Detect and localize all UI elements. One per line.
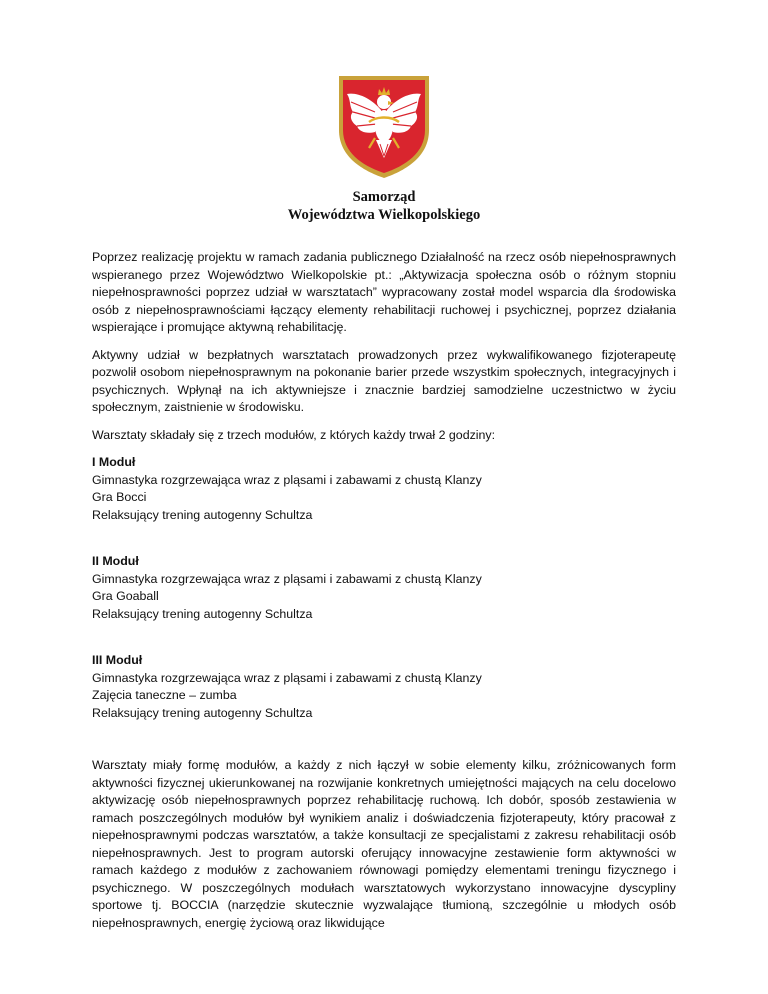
module-item: Gra Bocci [92, 490, 147, 504]
module-2 [92, 553, 676, 623]
document-body [92, 249, 676, 942]
wielkopolska-coat-of-arms-icon [331, 72, 437, 180]
module-3 [92, 652, 676, 722]
module-item: Gimnastyka rozgrzewająca wraz z pląsami i zabawami z chustą Klanzy [92, 571, 482, 586]
module-item: Relaksujący trening autogenny Schultza [92, 606, 313, 621]
module-item: Gimnastyka rozgrzewająca wraz z pląsami i zabawami z chustą Klanzy [92, 472, 482, 487]
paragraph-project-intro: Poprzez realizację projektu w ramach zadania publicznego Działalność na rzecz osób niepełnosprawnych wspieranego przez Województwo Wielkopolskie pt.: „Aktywizacja społeczna osób o różnym stopniu niepełnosprawności poprzez udział w warsztatach” wypracowany został model wsparcia dla środowiska osób z niepełnosprawnościami łączący elementy rehabilitacji ruchowej i psychicznej, poprzez działania wspierające i promujące aktywną rehabilitację. [92, 250, 676, 334]
module-item: Gra Goaball [92, 589, 159, 603]
module-title: III Moduł [92, 653, 143, 667]
module-item: Relaksujący trening autogenny Schultza [92, 705, 313, 720]
title-line-2: Województwa Wielkopolskiego [287, 207, 481, 223]
module-item: Relaksujący trening autogenny Schultza [92, 507, 313, 522]
paragraph-participation: Aktywny udział w bezpłatnych warsztatach prowadzonych przez wykwalifikowanego fizjoterapeutę pozwolił osobom niepełnosprawnym na pokonanie barier przede wszystkim społecznych, integracyjnych i psychicznych. Wpłynął na ich aktywniejsze i znacznie bardziej samodzielne uczestnictwo w życiu społecznym, zaistnienie w środowisku. [92, 347, 676, 414]
module-title: I Moduł [92, 455, 136, 469]
module-item: Zajęcia taneczne – zumba [92, 688, 237, 702]
module-item: Gimnastyka rozgrzewająca wraz z pląsami i zabawami z chustą Klanzy [92, 670, 482, 685]
title-line-1: Samorząd [352, 189, 416, 205]
module-1 [92, 454, 676, 524]
page-title [0, 188, 768, 224]
paragraph-modules-intro: Warsztaty składały się z trzech modułów, z których każdy trwał 2 godziny: [92, 427, 496, 442]
paragraph-workshop-form: Warsztaty miały formę modułów, a każdy z nich łączył w sobie elementy kilku, zróżnicowanych form aktywności fizycznej ukierunkowanej na rozwijanie konkretnych umiejętności mających na celu docelowo aktywizację osób niepełnosprawnych poprzez rehabilitację ruchową. Ich dobór, sposób zestawienia w ramach poszczególnych modułów był wynikiem analiz i doświadczenia fizjoterapeuty, który pracował z niepełnosprawnymi podczas warsztatów, a także konsultacji ze specjalistami z zakresu rehabilitacji osób niepełnosprawnych. Jest to program autorski oferujący innowacyjne zestawienie form aktywności w ramach każdego z modułów z zachowaniem równowagi pomiędzy elementami treningu fizycznego i psychicznego. W poszczególnych modułach warsztatowych wykorzystano innowacyjne dyscypliny sportowe tj. BOCCIA (narzędzie skutecznie wyzwalające tłumioną, szczególnie u młodych osób niepełnosprawnych, energię życiową oraz likwidujące [92, 758, 676, 930]
module-title: II Moduł [92, 554, 139, 568]
